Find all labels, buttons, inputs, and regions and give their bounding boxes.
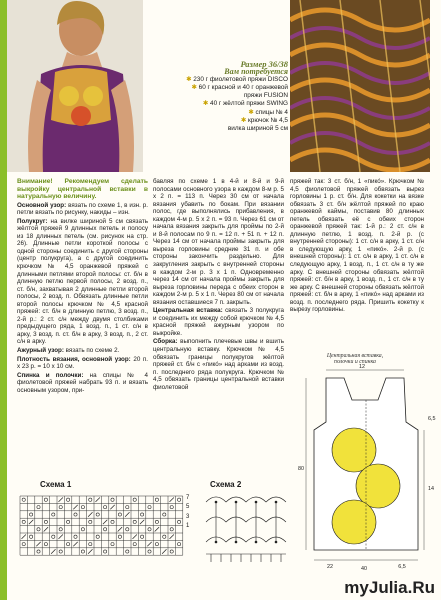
paragraph: бавляя по схеме 1 в 4-й и 8-й и 9-й полосами основного узора в каждом 8-м р. 5 х 2 п. = 113 п. Через 30 см от начала вязания убавить по бокам. При вязании полос, где выполнялись прибавления, в каждом 4-м р. 5 х 2 п. = 93 п. Через 61 см от начала вязания закрыть для проймы по 2-й и 8-й полосам по 9 п. = 12 п. + 51 п. + 12 п. Через 14 см от начала проймы закрыть для выреза горловины средние 31 п. и обе стороны закончить раздельно. Для закругления закрыть с внутренней стороны в каждом 2-м р. 3 х 1 п. Одновременно через 14 см от начала проймы закрыть для выреза горловины переда с обеих сторон в каждом 2-м р. 5 х 1 п. Через 80 см от начала вязания оставшиеся 7 п. закрыть. xyxy=(153,178,284,306)
row-number: 5 xyxy=(186,504,190,511)
paragraph: Ажурный узор: вязать по схеме 2. xyxy=(17,347,120,355)
yarn-over-symbol xyxy=(170,550,173,553)
material-item: ✱ спицы № 4 xyxy=(248,108,288,116)
schema-1 xyxy=(18,480,198,580)
garment-schematic xyxy=(296,360,436,582)
schema-1-label: Схема 1 xyxy=(40,480,72,489)
yarn-over-symbol xyxy=(44,498,47,501)
yarn-over-symbol xyxy=(163,535,166,538)
yarn-over-symbol xyxy=(148,550,151,553)
text-column-2 xyxy=(153,178,284,392)
yarn-over-symbol xyxy=(104,506,107,509)
yarn-over-symbol xyxy=(67,543,70,546)
dimension-label: 6,5 xyxy=(428,416,436,422)
yarn-over-symbol xyxy=(30,513,33,516)
yarn-over-symbol xyxy=(178,498,181,501)
material-item: ✱ 230 г фиолетовой пряжи DISCO xyxy=(186,76,288,84)
yarn-over-symbol xyxy=(141,513,144,516)
yarn-over-symbol xyxy=(133,498,136,501)
decrease-symbol xyxy=(133,535,137,539)
watermark: myJulia.Ru xyxy=(344,578,435,597)
paragraph: Сборка: выполнить плечевые швы и вшить центральную вставку. Крючком № 4,5 обвязать границы полукругов жёлтой пряжей ст. б/н с «пикó» над арками из возд. п. последнего ряда полукруга. Крючком № 4,5 обвязать границы центральной вставки фиолетовой xyxy=(153,338,284,391)
yarn-over-symbol xyxy=(59,528,62,531)
row-numbers xyxy=(186,494,189,532)
yarn-over-symbol xyxy=(170,528,173,531)
decrease-symbol xyxy=(73,505,77,509)
yarn-over-symbol xyxy=(59,550,62,553)
yarn-over-symbol xyxy=(133,543,136,546)
decrease-symbol xyxy=(51,549,55,553)
decrease-symbol xyxy=(88,512,92,516)
decrease-symbol xyxy=(22,535,26,539)
decrease-symbol xyxy=(96,498,100,502)
yarn-over-symbol xyxy=(96,513,99,516)
decrease-symbol xyxy=(125,512,129,516)
yarn-over-symbol xyxy=(118,535,121,538)
yarn-over-symbol xyxy=(81,550,84,553)
row-number: 7 xyxy=(186,495,190,501)
decrease-symbol xyxy=(118,527,122,531)
material-item: ✱ крючок № 4,5 xyxy=(240,116,288,124)
schema-2-crochet-chart xyxy=(196,492,296,572)
yarn-over-symbol xyxy=(170,506,173,509)
decrease-symbol xyxy=(170,498,174,502)
yarn-over-symbol xyxy=(104,550,107,553)
yarn-over-symbol xyxy=(155,543,158,546)
yarn-over-symbol xyxy=(81,528,84,531)
paragraph: пряжей так: 3 ст. б/н, 1 «пикó». Крючком № 4,5 фиолетовой пряжей обвязать вырез горловины 1 р. ст. б/н. Для кокетки на вязке обвязать 3 ст. б/н жёлтой пряжей по краю оранжевой каймы, поставив 80 длинных петель обвязать её с обеих сторон оранжевой пряжей так: 1-й р.: 2 ст. с/н в длинную петлю, 1 возд. п. 2-й р. (с внутренней стороны): 1 ст. с/н в арку, 1 ст. с/н в следующую арку, 1 «пикó». 2-й р. (с внешней стороны): 1 ст. с/н в арку, 1 ст. с/н в следующую арку, 1 возд. п., 1 ст. с/н в ту же арку. С внешней стороны обвязать жёлтой пряжей: ст. б/н в арку, 1 возд. п., 1 ст. с/н в ту же арку. С внешней стороны обвязать жёлтой пряжей: ст. б/н в арку, 1 «пикó» над арками из возд. п. последнего ряда. Пришить кокетку к вырезу горловины. xyxy=(290,178,424,314)
decrease-symbol xyxy=(59,498,63,502)
decrease-symbol xyxy=(44,527,48,531)
yarn-over-symbol xyxy=(44,520,47,523)
material-item: ✱ 60 г красной и 40 г оранжевой пряжи FUSION xyxy=(191,84,288,100)
yarn-over-symbol xyxy=(118,513,121,516)
knit-closeup-photo xyxy=(290,0,430,172)
dimension-label: 14 xyxy=(428,486,434,492)
star-icon: ✱ xyxy=(191,84,197,92)
yarn-over-symbol xyxy=(37,506,40,509)
decrease-symbol xyxy=(88,549,92,553)
yarn-over-symbol xyxy=(30,535,33,538)
paragraph: Основной узор: вязать по схеме 1, в изн. р. петли вязать по рисунку, накиды – изн. xyxy=(17,201,148,217)
schema-2-label: Схема 2 xyxy=(210,480,242,489)
yarn-over-symbol xyxy=(178,520,181,523)
yarn-over-symbol xyxy=(155,520,158,523)
material-item: ✱ 40 г жёлтой пряжи SWING xyxy=(202,100,288,108)
yarn-over-symbol xyxy=(163,513,166,516)
yarn-over-symbol xyxy=(37,528,40,531)
star-icon: ✱ xyxy=(248,108,254,116)
decrease-symbol xyxy=(147,542,151,546)
dimension-label: 40 xyxy=(361,566,367,572)
dimension-label: 12 xyxy=(359,364,365,370)
yarn-over-symbol xyxy=(148,506,151,509)
dimension-label: 80 xyxy=(298,466,304,472)
yarn-over-symbol xyxy=(89,543,92,546)
yarn-over-symbol xyxy=(22,498,25,501)
decrease-symbol xyxy=(140,520,144,524)
schematic-title: Центральная вставка, полочки и спинка xyxy=(326,353,384,366)
yarn-over-symbol xyxy=(111,498,114,501)
yarn-over-symbol xyxy=(111,520,114,523)
paragraph: Полукруг: на вилке шириной 5 см связать жёлтой пряжей 9 длинных петель и полосу из 18 длинных петель (см. рисунок на стр. 26). Длинные петли короткой полосы с одной стороны соединить с другой стороны (центр полукруга), а с другой соединить крючком № 4,5 оранжевой пряжей с длинными петлями второй полосы: ст. б/н в длинную петлю первой полосы, 2 возд. п., ст. б/н, захватывая 2 длинные петли второй полосы, 2 возд. п. Обвязать длинные петли второй полосы крючком № 4,5 красной пряжей: ст. б/н в длинную петлю, 3 возд. п., 2-й р.: 2 ст. с/н между двумя столбиками предыдущего ряда, 1 возд. п., 1 ст. с/н в арку, 3 возд. п. ст. б/н в арку, 3 возд. п., 2 ст. с/н в арку. xyxy=(17,217,148,346)
dimension-label: 22 xyxy=(327,564,333,570)
yarn-over-symbol xyxy=(148,528,151,531)
schema-2 xyxy=(196,480,296,580)
decrease-symbol xyxy=(103,520,107,524)
yarn-over-symbol xyxy=(111,543,114,546)
decrease-symbol xyxy=(110,505,114,509)
yarn-over-symbol xyxy=(37,550,40,553)
yarn-over-symbol xyxy=(67,520,70,523)
yarn-over-symbol xyxy=(96,535,99,538)
schema-1-grid xyxy=(18,492,198,562)
paragraph: Центральная вставка: связать 3 полукруга и соединить их между собой крючком № 4,5 красной пряжей ажурным узором по выкройке. xyxy=(153,307,284,337)
row-number: 3 xyxy=(186,513,190,520)
yarn-over-symbol xyxy=(89,498,92,501)
decorative-side-bar xyxy=(0,0,7,600)
decrease-symbol xyxy=(170,535,174,539)
yarn-over-symbol xyxy=(155,498,158,501)
paragraph: Плотность вязания, основной узор: 20 п. х 23 р. = 10 х 10 см. xyxy=(17,355,148,371)
row-number: 1 xyxy=(186,523,190,530)
star-icon: ✱ xyxy=(186,76,192,84)
yarn-over-symbol xyxy=(178,543,181,546)
paragraph: Спинка и полочки: на спицы № 4 фиолетовой пряжей набрать 93 п. и вязать основным узором, при- xyxy=(17,371,148,394)
warning-note: Внимание! Рекомендуем сделать выкройку центральной вставки в натуральную величину. xyxy=(17,178,148,201)
decrease-symbol xyxy=(73,542,77,546)
star-icon: ✱ xyxy=(202,100,209,108)
yarn-over-symbol xyxy=(126,528,129,531)
yarn-over-symbol xyxy=(52,513,55,516)
yarn-over-symbol xyxy=(67,498,70,501)
yarn-over-symbol xyxy=(74,513,77,516)
decrease-symbol xyxy=(29,520,33,524)
yarn-over-symbol xyxy=(52,535,55,538)
yarn-over-symbol xyxy=(104,528,107,531)
yarn-over-symbol xyxy=(89,520,92,523)
yarn-over-symbol xyxy=(126,506,129,509)
yarn-over-symbol xyxy=(81,506,84,509)
star-icon: ✱ xyxy=(240,116,247,124)
yarn-over-symbol xyxy=(74,535,77,538)
text-column-3 xyxy=(290,178,424,315)
materials-box xyxy=(180,60,288,133)
yarn-over-symbol xyxy=(141,535,144,538)
yarn-over-symbol xyxy=(59,506,62,509)
yarn-over-symbol xyxy=(133,520,136,523)
text-column-1 xyxy=(17,178,148,395)
yarn-over-symbol xyxy=(44,543,47,546)
model-photo xyxy=(7,0,143,172)
decrease-symbol xyxy=(155,527,159,531)
decrease-symbol xyxy=(36,542,40,546)
dimension-label: 6,5 xyxy=(398,564,406,570)
size-label: Размер 36/38 xyxy=(240,59,288,69)
yarn-over-symbol xyxy=(126,550,129,553)
yarn-over-symbol xyxy=(22,543,25,546)
decrease-symbol xyxy=(162,549,166,553)
decrease-symbol xyxy=(59,535,63,539)
materials-heading: Вам потребуется xyxy=(224,67,288,77)
yarn-over-symbol xyxy=(22,520,25,523)
material-item: вилка шириной 5 см xyxy=(227,124,288,132)
